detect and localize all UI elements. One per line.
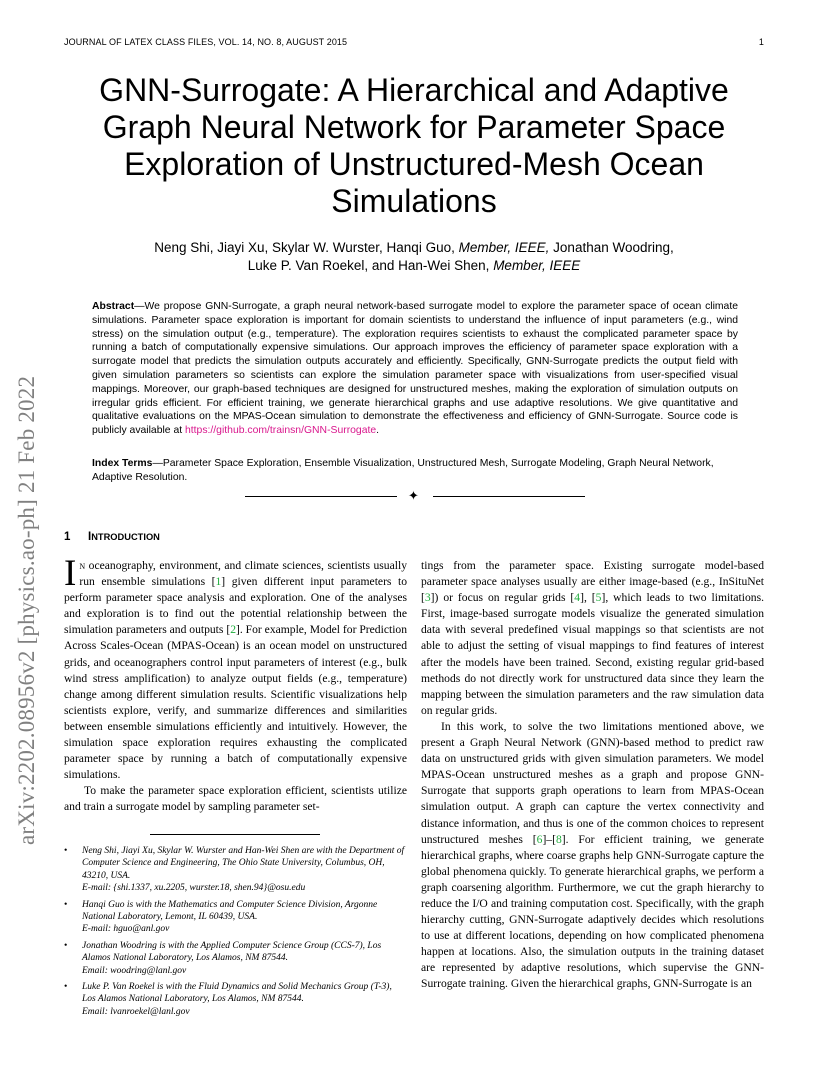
section-title-rest: NTRODUCTION <box>91 532 160 542</box>
abstract-text: —We propose GNN-Surrogate, a graph neural network-based surrogate model to explore the parameter space of ocean climate simulations. Parameter space exploration is important for domain scientists to understand the influence of input parameters (e.g., wind stress) on the simulation output (e.g., temperature). The exploration requires scientists to exhaust the complicated parameter space by running a batch of computationally expensive simulations. Our approach improves the efficiency of parameter space exploration with a surrogate model that predicts the simulation outputs accurately and efficiently. Specifically, GNN-Surrogate predicts the output field with given simulation parameters so scientists can explore the simulation parameter space with visualizations from user-specified visual mappings. Moreover, our graph-based techniques are designed for unstructured meshes, making the exploration of simulation outputs on irregular grids efficient. For efficient training, we generate hierarchical graphs and use adaptive resolutions. We give quantitative and qualitative evaluations on the MPAS-Ocean simulation to demonstrate the effectiveness and efficiency of GNN-Surrogate. Source code is publicly available at <box>92 301 738 437</box>
citation-link[interactable]: 2 <box>230 623 236 637</box>
bullet-icon: • <box>64 846 68 856</box>
paragraph-text: In this work, to solve the two limitations mentioned above, we present a Graph Neural Network (GNN)-based method to predict raw data on unstructured grids with given simulation parameters. We model MPAS-Ocean unstructured meshes as a graph and propose GNN-Surrogate that supports graph operations to learn from MPAS-Ocean simulation output. A graph can capture the vertex connectivity and distance information, and thus is one of the common choices to represent unstructured meshes [ <box>421 719 764 846</box>
footnote-item <box>64 981 407 1018</box>
paragraph-text: ], [ <box>580 591 596 605</box>
section-divider <box>245 489 585 503</box>
divider-line-right <box>433 496 585 497</box>
footnotes <box>64 845 407 1022</box>
footnote-text: Hanqi Guo is with the Mathematics and Computer Science Division, Argonne National Laboratory, Lemont, IL 60439, USA. <box>82 899 378 923</box>
paragraph-text: oceanography, environment, and climate sciences, scientists usually run ensemble simulations [ <box>79 559 407 589</box>
page-number: 1 <box>758 37 764 47</box>
paragraph-text: ], which leads to two limitations. First, image-based surrogate models visualize the generated simulation data with several predefined visual mappings so that scientists are not able to adjust the setting of visual mappings to find features of interest after the models have been trained. Second, existing regular grid-based methods do not directly work for unstructured data since they learn the mapping between the simulation parameters and the raw simulation data on regular grids. <box>421 591 764 717</box>
paragraph-text: ] given different input parameters to perform parameter space analysis and exploration. One of the analyses and exploration is to find out the potential relationship between the simulation parameters and outputs [ <box>64 575 407 637</box>
paragraph <box>64 553 408 783</box>
footnote-item <box>64 899 407 936</box>
drop-cap: I <box>64 553 77 594</box>
footnote-text: Neng Shi, Jiayi Xu, Skylar W. Wurster and Han-Wei Shen are with the Department of Computer Science and Engineering, The Ohio State University, Columbus, OH, 43210, USA. <box>82 846 405 881</box>
author-membership: Member, IEEE, <box>458 240 550 255</box>
paragraph-text: ]. For example, Model for Prediction Across Scales-Ocean (MPAS-Ocean) is an ocean model on unstructured grids, and oceanographers control input parameters of interest (e.g., bulk wind stress amplification) to analyze output fields (e.g., temperature) change among different simulation results. Scientific visualizations help scientists explore, verify, and summarize differences and similarities between ensemble simulations efficiently and intuitively. However, the simulation space exploration requires exhausting the complicated parameter space by running a batch of computationally expensive simulations. <box>64 623 408 782</box>
footnote-rule <box>150 834 320 835</box>
footnote-email: Email: lvanroekel@lanl.gov <box>82 1006 190 1017</box>
footnote-email: Email: woodring@lanl.gov <box>82 965 187 976</box>
running-header <box>64 37 764 51</box>
footnote-item <box>64 845 407 895</box>
bullet-icon: • <box>64 940 68 951</box>
left-column <box>64 553 408 816</box>
paragraph-text: ]–[ <box>542 832 556 846</box>
journal-name: JOURNAL OF LATEX CLASS FILES, VOL. 14, NO. 8, AUGUST 2015 <box>64 37 348 47</box>
section-number: 1 <box>64 531 71 543</box>
bullet-icon: • <box>64 982 68 993</box>
author-line-1 <box>64 239 764 257</box>
paragraph-text: ]) or focus on regular grids [ <box>430 591 575 605</box>
section-title-initial: I <box>88 531 92 543</box>
divider-line-left <box>245 496 397 497</box>
footnote-item <box>64 940 407 977</box>
footnote-text: Luke P. Van Roekel is with the Fluid Dynamics and Solid Mechanics Group (T-3), Los Alamos National Laboratory, Los Alamos, NM 87544. <box>82 982 392 1005</box>
drop-cap-rest: n <box>79 559 86 572</box>
divider-star-icon: ✦ <box>408 488 419 503</box>
paper-title: GNN-Surrogate: A Hierarchical and Adaptive Graph Neural Network for Parameter Space Exploration of Unstructured-Mesh Ocean Simulations <box>99 72 729 219</box>
citation-link[interactable]: 8 <box>555 832 562 846</box>
paragraph: To make the parameter space exploration efficient, scientists utilize and train a surrogate model by sampling parameter set- <box>64 784 407 814</box>
bullet-icon: • <box>64 899 68 910</box>
abstract-end: . <box>376 425 380 437</box>
index-terms <box>92 457 738 485</box>
author-list <box>64 239 764 275</box>
author-line-2 <box>64 257 764 275</box>
right-column <box>421 558 764 993</box>
section-heading <box>64 531 160 543</box>
source-code-link[interactable]: https://github.com/trainsn/GNN-Surrogate <box>185 425 377 437</box>
footnote-text: Jonathan Woodring is with the Applied Computer Science Group (CCS-7), Los Alamos National Laboratory, Los Alamos, NM 87544. <box>82 940 382 964</box>
citation-link[interactable]: 6 <box>536 832 543 846</box>
author-names: Jonathan Woodring, <box>553 240 674 255</box>
paragraph <box>421 719 764 993</box>
index-terms-text: —Parameter Space Exploration, Ensemble Visualization, Unstructured Mesh, Surrogate Modeling, Graph Neural Network, Adaptive Resolution. <box>92 458 714 483</box>
citation-link[interactable]: 4 <box>574 591 581 605</box>
citation-link[interactable]: 1 <box>215 575 222 589</box>
citation-link[interactable]: 5 <box>595 591 602 605</box>
paragraph-text: tings from the parameter space. Existing surrogate model-based parameter space analyses usually are either image-based (e.g., InSituNet [ <box>421 559 764 605</box>
abstract-heading: Abstract <box>92 301 135 312</box>
arxiv-identifier: arXiv:2202.08956v2 [physics.ao-ph] 21 Feb 2022 <box>14 375 39 845</box>
footnote-email: E-mail: {shi.1337, xu.2205, wurster.18, shen.94}@osu.edu <box>82 883 306 894</box>
paragraph-text: ]. For efficient training, we generate hierarchical graphs, where coarse graphs help GNN-Surrogate capture the global phenomena quickly. To generate hierarchical graphs, we perform a graph coarsening algorithm. Furthermore, we cut the graph hierarchy to reduce the I/O and training computation cost. Specifically, with the graph hierarchy cutting, GNN-Surrogate adaptively decides which resolutions to use at different locations, depending on how complicated phenomena happen at locations. Also, the simulation outputs in the training dataset are represented by adaptive resolutions, which supervise the GNN-Surrogate training. Given the hierarchical graphs, GNN-Surrogate is an <box>421 832 764 991</box>
author-names: Luke P. Van Roekel, and Han-Wei Shen, <box>247 258 490 273</box>
citation-link[interactable]: 3 <box>424 591 431 605</box>
paragraph <box>421 558 764 719</box>
abstract <box>92 300 738 438</box>
author-names: Neng Shi, Jiayi Xu, Skylar W. Wurster, Hanqi Guo, <box>154 240 455 255</box>
index-terms-heading: Index Terms <box>92 458 153 469</box>
author-membership: Member, IEEE <box>493 258 581 273</box>
footnote-email: E-mail: hguo@anl.gov <box>82 924 170 935</box>
